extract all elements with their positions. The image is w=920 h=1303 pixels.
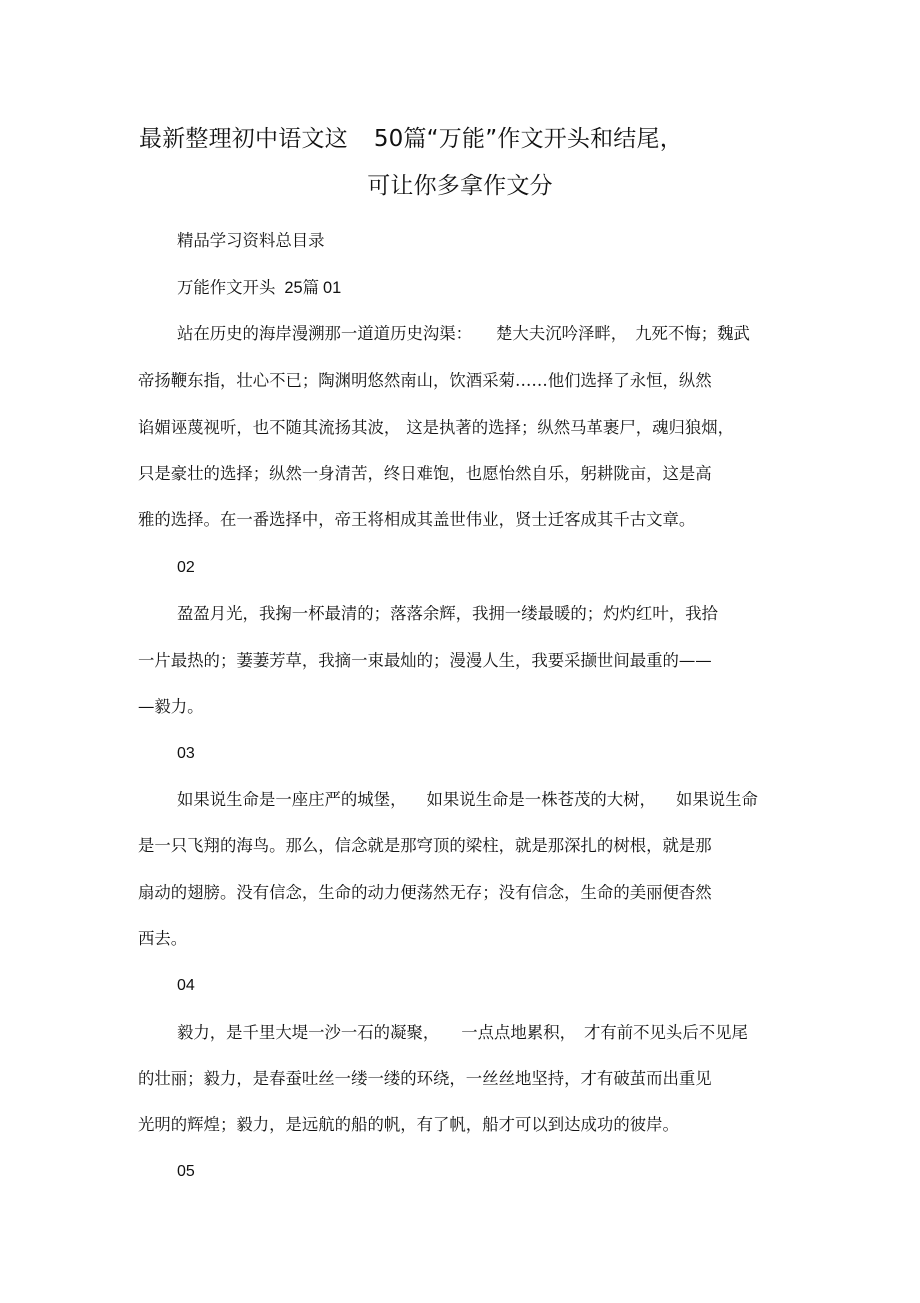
paragraph-01-line-4: 只是豪壮的选择；纵然一身清苦，终日难饱，也愿怡然自乐，躬耕陇亩，这是高 [138, 464, 712, 483]
paragraph-04-line-2: 的壮丽；毅力，是春蚕吐丝一缕一缕的环绕，一丝丝地坚持，才有破茧而出重见 [138, 1069, 712, 1088]
paragraph-04-line-3: 光明的辉煌；毅力，是远航的船的帆，有了帆，船才可以到达成功的彼岸。 [138, 1115, 679, 1134]
text-segment: 九死不悔；魏武 [635, 324, 750, 343]
paragraph-01-line-1 [177, 323, 750, 345]
section-heading [177, 277, 341, 299]
toc-label: 精品学习资料总目录 [177, 231, 325, 250]
section-heading-count: 25篇 [284, 279, 319, 297]
text-segment: 才有前不见头后不见尾 [583, 1023, 748, 1042]
document-title-line-1 [139, 125, 683, 153]
text-segment: 谄媚诬蔑视听，也不随其流扬其波， [138, 418, 401, 437]
section-heading-text: 万能作文开头 [177, 278, 276, 297]
paragraph-03-line-2: 是一只飞翔的海鸟。那么，信念就是那穹顶的梁柱，就是那深扎的树根，就是那 [138, 836, 712, 855]
section-heading-number: 01 [322, 279, 342, 297]
text-segment: 如果说生命是一株苍茂的大树， [426, 790, 656, 809]
text-segment: 如果说生命 [675, 790, 758, 809]
paragraph-03-line-4: 西去。 [138, 929, 188, 948]
paragraph-number-05: 05 [177, 1163, 195, 1180]
paragraph-03-line-1 [177, 789, 758, 811]
title-part-b: 50篇“万能”作文开头和结尾， [373, 126, 683, 152]
paragraph-04-line-1 [177, 1022, 748, 1044]
text-segment: 如果说生命是一座庄严的城堡， [177, 790, 407, 809]
paragraph-01-line-3 [138, 417, 734, 439]
text-segment: 这是执著的选择；纵然马革裹尸，魂归狼烟， [406, 418, 735, 437]
text-segment: 站在历史的海岸漫溯那一道道历史沟渠： [177, 324, 473, 343]
text-segment: 一点点地累积， [461, 1023, 576, 1042]
title-part-a: 最新整理初中语文这 [139, 126, 348, 152]
paragraph-number-04: 04 [177, 977, 195, 994]
document-title-line-2: 可让你多拿作文分 [367, 173, 553, 199]
paragraph-02-line-1: 盈盈月光，我掬一杯最清的；落落余辉，我拥一缕最暖的；灼灼红叶，我拾 [177, 604, 718, 623]
text-segment: 楚大夫沉吟泽畔， [496, 324, 628, 343]
paragraph-02-line-2: 一片最热的；萋萋芳草，我摘一束最灿的；漫漫人生，我要采撷世间最重的—— [138, 651, 712, 670]
paragraph-01-line-2: 帝扬鞭东指，壮心不已；陶渊明悠然南山，饮酒采菊……他们选择了永恒，纵然 [138, 371, 712, 390]
paragraph-03-line-3: 扇动的翅膀。没有信念，生命的动力便荡然无存；没有信念，生命的美丽便杳然 [138, 883, 712, 902]
text-segment: 毅力，是千里大堤一沙一石的凝聚， [177, 1023, 440, 1042]
paragraph-number-02: 02 [177, 559, 195, 576]
paragraph-02-line-3: —毅力。 [138, 697, 204, 716]
paragraph-number-03: 03 [177, 745, 195, 762]
paragraph-01-line-5: 雅的选择。在一番选择中，帝王将相成其盖世伟业，贤士迁客成其千古文章。 [138, 510, 696, 529]
